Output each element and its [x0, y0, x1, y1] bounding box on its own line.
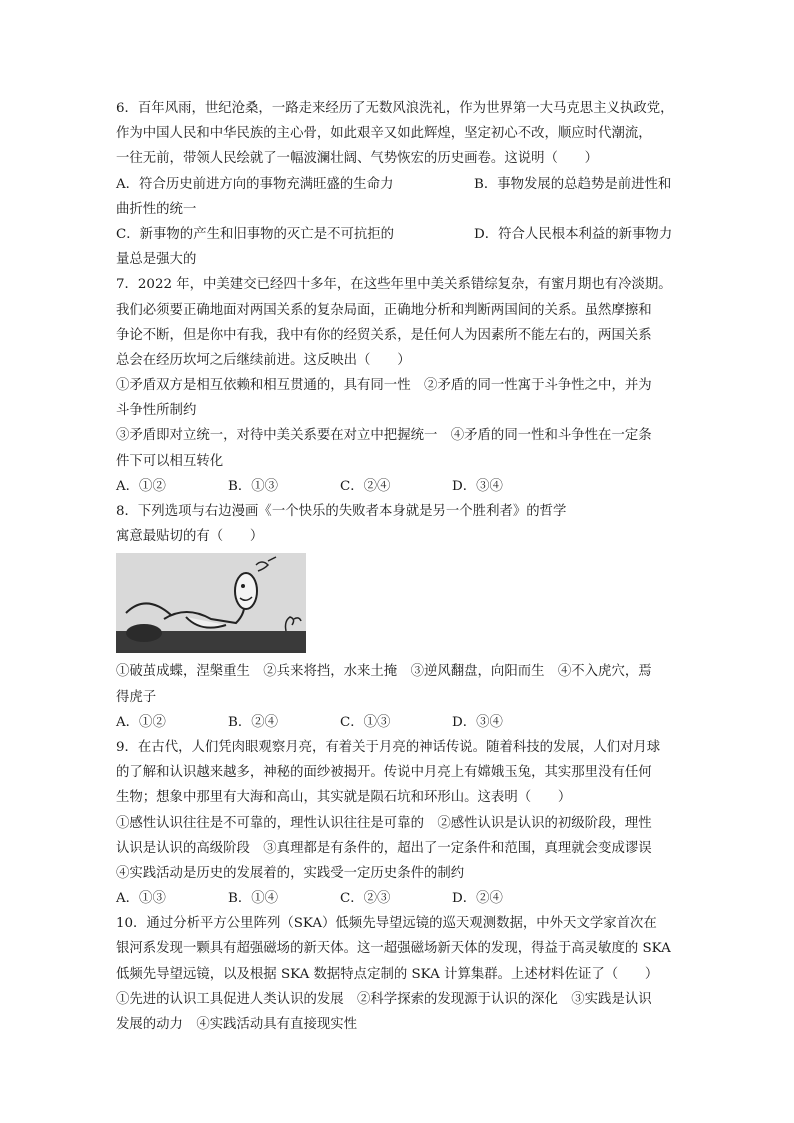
q6-option-a: A．符合历史前进方向的事物充满旺盛的生命力	[116, 176, 394, 192]
question-6	[116, 96, 682, 272]
q8-stem-line: 寓意最贴切的有（ ）	[116, 529, 264, 545]
q8-choice-d: D．③④	[452, 714, 503, 730]
question-8	[116, 499, 682, 735]
q7-item-line: 件下可以相互转化	[116, 453, 224, 469]
q8-stem-line: 8．下列选项与右边漫画《一个快乐的失败者本身就是另一个胜利者》的哲学	[116, 504, 567, 519]
q10-item-line: 发展的动力 ④实践活动具有直接现实性	[116, 1017, 358, 1032]
q9-choice-d: D．②④	[452, 891, 503, 907]
cartoon-illustration	[116, 553, 306, 653]
q9-item-line: ④实践活动是历史的发展着的，实践受一定历史条件的制约	[116, 865, 465, 881]
q7-stem-line: 争论不断，但是你中有我，我中有你的经贸关系，是任何人为因素所不能左右的，两国关系	[116, 327, 652, 343]
q9-item-line: ①感性认识往往是不可靠的，理性认识往往是可靠的 ②感性认识是认识的初级阶段，理性	[116, 815, 652, 831]
q7-choice-d: D．③④	[452, 478, 503, 494]
q9-stem-line: 的了解和认识越来越多，神秘的面纱被揭开。传说中月亮上有嫦娥玉兔，其实那里没有任何	[116, 765, 652, 781]
question-9	[116, 735, 682, 911]
q6-stem-line: 作为中国人民和中华民族的主心骨，如此艰辛又如此辉煌，坚定初心不改，顺应时代潮流，	[116, 126, 652, 142]
q9-choice-c: C．②③	[340, 891, 391, 907]
q8-choice-b: B．②④	[228, 714, 279, 730]
q7-choice-a: A．①②	[116, 478, 166, 494]
q8-choice-c: C．①③	[340, 714, 391, 730]
q7-choices	[116, 474, 682, 499]
q10-stem-line: 低频先导望远镜，以及根据 SKA 数据特点定制的 SKA 计算集群。上述材料佐证了（ ）	[116, 966, 659, 982]
q6-options-row-1	[116, 172, 682, 197]
q10-item-line: ①先进的认识工具促进人类认识的发展 ②科学探索的发现源于认识的深化 ③实践是认识	[116, 991, 652, 1007]
q6-stem-line: 6．百年风雨，世纪沧桑，一路走来经历了无数风浪洗礼，作为世界第一大马克思主义执政党，	[116, 101, 674, 116]
q6-stem-line: 一往无前，带领人民绘就了一幅波澜壮阔、气势恢宏的历史画卷。这说明（ ）	[116, 151, 599, 167]
q7-stem-line: 我们必须要正确地面对两国关系的复杂局面，正确地分析和判断两国间的关系。虽然摩擦和	[116, 302, 652, 318]
q10-stem-line: 银河系发现一颗具有超强磁场的新天体。这一超强磁场新天体的发现，得益于高灵敏度的 SKA	[116, 941, 671, 957]
q9-choice-a: A．①③	[116, 891, 166, 907]
q9-stem-line: 9．在古代，人们凭肉眼观察月亮，有着关于月亮的神话传说。随着科技的发展，人们对月球	[116, 739, 661, 755]
q6-option-c: C．新事物的产生和旧事物的灭亡是不可抗拒的	[116, 226, 395, 242]
q9-item-line: 认识是认识的高级阶段 ③真理都是有条件的，超出了一定条件和范围，真理就会变成谬误	[116, 840, 652, 856]
q7-stem-line: 7．2022 年，中美建交已经四十多年，在这些年里中美关系错综复杂，有蜜月期也有冷淡期。	[116, 277, 672, 293]
q6-options-row-2	[116, 222, 682, 247]
q7-item-line: ①矛盾双方是相互依赖和相互贯通的，具有同一性 ②矛盾的同一性寓于斗争性之中，并为	[116, 378, 652, 394]
q8-choices	[116, 710, 682, 735]
q10-stem-line: 10．通过分析平方公里阵列（SKA）低频先导望远镜的巡天观测数据，中外天文学家首次在	[116, 916, 657, 932]
q7-item-line: ③矛盾即对立统一，对待中美关系要在对立中把握统一 ④矛盾的同一性和斗争性在一定条	[116, 428, 652, 444]
q7-item-line: 斗争性所制约	[116, 403, 197, 419]
q7-choice-c: C．②④	[340, 478, 391, 494]
question-10	[116, 911, 682, 1037]
q9-stem-line: 生物；想象中那里有大海和高山，其实就是陨石坑和环形山。这表明（ ）	[116, 790, 572, 806]
q6-option-b: B．事物发展的总趋势是前进性和	[474, 176, 672, 192]
q6-option-d-cont: 量总是强大的	[116, 252, 197, 268]
q9-choices	[116, 886, 682, 911]
q7-choice-b: B．①③	[228, 478, 279, 494]
q6-option-d: D．符合人民根本利益的新事物力	[474, 226, 673, 242]
q9-choice-b: B．①④	[228, 891, 279, 907]
q8-item-line: ①破茧成蝶，涅槃重生 ②兵来将挡，水来土掩 ③逆风翻盘，向阳而生 ④不入虎穴，焉	[116, 664, 652, 680]
q6-option-b-cont: 曲折性的统一	[116, 201, 197, 217]
q7-stem-line: 总会在经历坎坷之后继续前进。这反映出（ ）	[116, 352, 411, 368]
q8-item-line: 得虎子	[116, 689, 157, 705]
question-7	[116, 272, 682, 499]
q8-choice-a: A．①②	[116, 714, 166, 730]
exam-page	[116, 96, 682, 1037]
